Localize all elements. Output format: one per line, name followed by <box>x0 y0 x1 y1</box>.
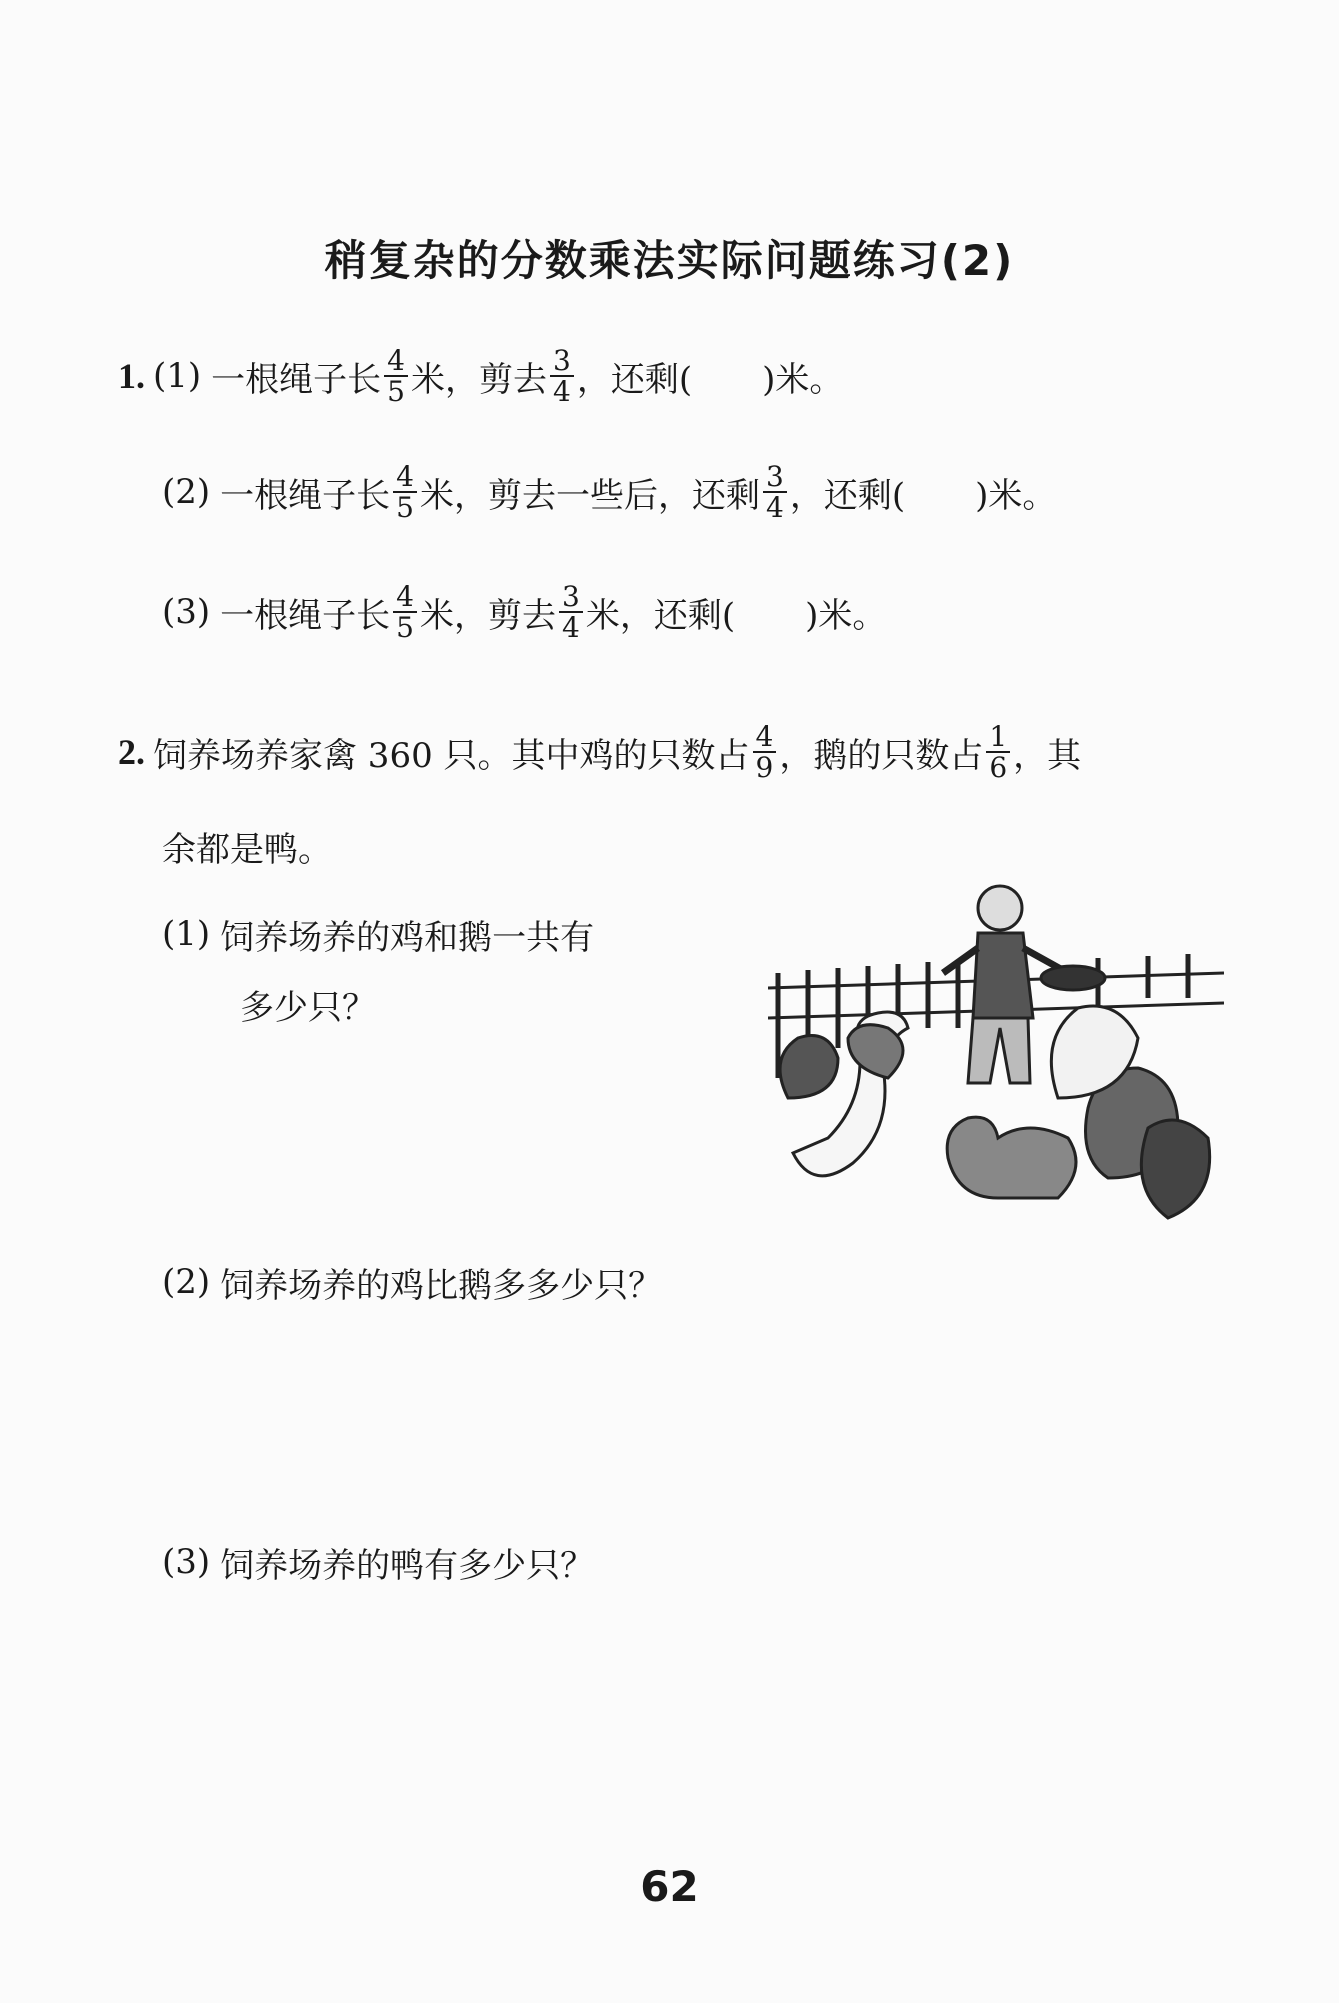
q2-stem-c: ，其 <box>1013 735 1082 776</box>
q2-stem-cont <box>162 796 332 896</box>
q1-item-1-label: (1) <box>153 356 202 396</box>
q2-sub1-cont <box>240 954 376 1054</box>
q2-sub2-label: (2) <box>162 1262 211 1302</box>
q1-item-1-text-a: 一根绳子长 <box>211 359 382 400</box>
fraction: $\frac{4}{5}$ <box>393 462 417 523</box>
q1-item-2-text-c: ，还剩( <box>789 475 906 516</box>
fraction: $\frac{4}{5}$ <box>393 582 417 643</box>
q1-item-1-text-c: ，还剩( <box>576 359 693 400</box>
q1-item-1-text-d: )米。 <box>762 359 844 400</box>
q2-sub3 <box>162 1512 594 1612</box>
q2-sub2 <box>162 1232 662 1332</box>
q1-item-3-text-a: 一根绳子长 <box>220 595 391 636</box>
q2-sub1-text-b: 多少只？ <box>240 987 376 1028</box>
q1-item-2 <box>162 442 1056 542</box>
q2-stem-b: ，鹅的只数占 <box>779 735 984 776</box>
q2-sub2-text: 饲养场养的鸡比鹅多多少只？ <box>220 1265 663 1306</box>
fraction: $\frac{3}{4}$ <box>550 346 574 407</box>
fraction: $\frac{4}{9}$ <box>753 722 777 783</box>
q2-sub1 <box>162 884 594 984</box>
q1-item-3-label: (3) <box>162 592 211 632</box>
q2-sub3-text: 饲养场养的鸭有多少只？ <box>220 1545 595 1586</box>
page-title: 稍复杂的分数乘法实际问题练习(2) <box>324 236 1015 285</box>
q1-number: 1. <box>118 356 145 396</box>
q1-item-1-text-b: 米，剪去 <box>411 359 547 400</box>
q1-item-3-text-b: 米，剪去 <box>420 595 556 636</box>
q2-stem-d: 余都是鸭。 <box>162 829 332 870</box>
q1-item-1 <box>118 326 843 426</box>
fraction: $\frac{3}{4}$ <box>559 582 583 643</box>
q2-stem <box>118 702 1081 802</box>
q2-sub1-label: (1) <box>162 914 211 954</box>
q2-sub1-text-a: 饲养场养的鸡和鹅一共有 <box>220 917 595 958</box>
fraction: $\frac{3}{4}$ <box>763 462 787 523</box>
q2-number: 2. <box>118 732 145 772</box>
fraction: $\frac{4}{5}$ <box>384 346 408 407</box>
q1-item-2-text-d: )米。 <box>975 475 1057 516</box>
poultry-farm-illustration <box>768 878 1224 1240</box>
q1-item-2-text-a: 一根绳子长 <box>220 475 391 516</box>
page-number: 62 <box>640 1862 699 1911</box>
q1-item-2-label: (2) <box>162 472 211 512</box>
q1-item-3-text-c: 米，还剩( <box>585 595 736 636</box>
q1-item-3 <box>162 562 886 662</box>
q2-stem-a: 饲养场养家禽 360 只。其中鸡的只数占 <box>153 735 750 776</box>
fraction: $\frac{1}{6}$ <box>986 722 1010 783</box>
q2-sub3-label: (3) <box>162 1542 211 1582</box>
q1-item-3-text-d: )米。 <box>805 595 887 636</box>
q1-item-2-text-b: 米，剪去一些后，还剩 <box>420 475 760 516</box>
